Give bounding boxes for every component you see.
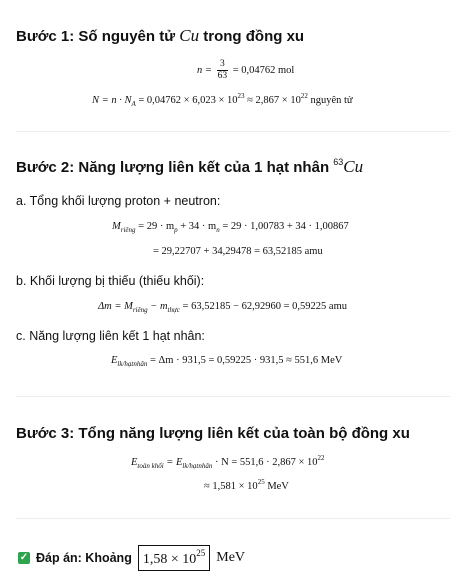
step1-eq1-lhs: n = [197, 64, 212, 76]
step2-a-eq1-rhs: = 29 · m [138, 221, 175, 232]
step3-eq2 [204, 478, 289, 492]
step1-title-var: Cu [179, 26, 200, 45]
step1-eq2-mid2: ≈ 2,867 × 10 [247, 95, 301, 106]
step2-b-eq-sub2: thực [167, 306, 180, 314]
step3-eq2-unit: MeV [267, 481, 289, 492]
step1-title-tail: trong đồng xu [203, 28, 305, 45]
step2-c-label: c. Năng lượng liên kết 1 hạt nhân: [16, 329, 205, 343]
fraction [217, 59, 229, 82]
step1-heading [16, 26, 304, 46]
step3-eq2-exp: 25 [257, 478, 265, 486]
step2-a-label: a. Tổng khối lượng proton + neutron: [16, 194, 221, 208]
step1-eq2-sub: A [131, 100, 136, 108]
step2-heading [16, 157, 363, 177]
divider [16, 518, 450, 519]
step1-eq2-mid: = 0,04762 × 6,023 × 10 [138, 95, 238, 106]
step1-eq2-exp2: 22 [300, 92, 308, 100]
step2-a-eq1 [112, 221, 349, 234]
step3-eq1-mid: = E [166, 457, 183, 468]
answer-row [18, 545, 245, 571]
fraction-denominator: 63 [217, 71, 228, 81]
step2-b-label: b. Khối lượng bị thiếu (thiếu khối): [16, 274, 205, 288]
step2-a-eq1-mid: + 34 · m [180, 221, 217, 232]
step2-b-eq-lhs: Δm = M [98, 301, 133, 312]
step3-eq1-lhs: E [131, 457, 138, 468]
step2-a-eq1-sub: riêng [120, 226, 136, 234]
step2-b-eq-rhs: = 63,52185 − 62,92960 = 0,59225 amu [182, 301, 347, 312]
step3-eq1-exp: 22 [317, 454, 325, 462]
divider [16, 131, 450, 132]
step2-b-eq-sub1: riêng [132, 306, 148, 314]
answer-label: Đáp án: Khoảng [36, 551, 132, 565]
step2-c-eq [111, 355, 342, 368]
step1-eq2 [92, 92, 353, 108]
divider [16, 396, 450, 397]
step2-title-sup: 63 [333, 157, 344, 167]
step3-eq1-rhs: · N = 551,6 · 2,867 × 10 [215, 457, 318, 468]
step2-a-eq1-lhs: M [112, 221, 121, 232]
step2-title: Bước 2: Năng lượng liên kết của 1 hạt nhân [16, 159, 330, 176]
step2-c-eq-lhs: E [111, 355, 118, 366]
answer-value: 1,58 × 10 [142, 552, 197, 567]
fraction-numerator: 3 [219, 59, 225, 69]
step2-a-eq2: = 29,22707 + 34,29478 = 63,52185 amu [153, 246, 323, 257]
checkmark-icon: ✓ [19, 552, 29, 563]
answer-exp: 25 [196, 548, 206, 558]
step2-title-var: Cu [343, 157, 364, 176]
step3-eq1-sub2: lk/hạtnhân [182, 462, 213, 470]
step1-eq2-lhs: N = n · N [92, 95, 132, 106]
step1-eq1 [197, 59, 294, 82]
step2-c-eq-rhs: = Δm · 931,5 = 0,59225 · 931,5 ≈ 551,6 MeV [150, 355, 343, 366]
answer-unit: MeV [216, 550, 246, 565]
answer-box [138, 545, 210, 571]
step1-eq2-exp1: 23 [237, 92, 245, 100]
step2-a-eq1-tail: = 29 · 1,00783 + 34 · 1,00867 [222, 221, 349, 232]
step3-eq2-value: ≈ 1,581 × 10 [204, 481, 258, 492]
step2-b-eq [98, 301, 347, 314]
step3-title: Bước 3: Tổng năng lượng liên kết của toàn bộ đồng xu [16, 425, 410, 442]
step2-a-eq1-n: n [216, 226, 220, 234]
step3-eq1 [131, 454, 325, 470]
step2-c-eq-sub: lk/hạtnhân [117, 360, 148, 368]
step2-a-eq1-p: p [174, 226, 178, 234]
step2-b-eq-mid: − m [150, 301, 168, 312]
step1-eq2-unit: nguyên tử [310, 95, 353, 106]
step1-title: Bước 1: Số nguyên tử [16, 28, 176, 45]
step3-eq1-sub1: toàn khối [137, 462, 164, 470]
step1-eq1-rhs: = 0,04762 mol [232, 64, 295, 76]
